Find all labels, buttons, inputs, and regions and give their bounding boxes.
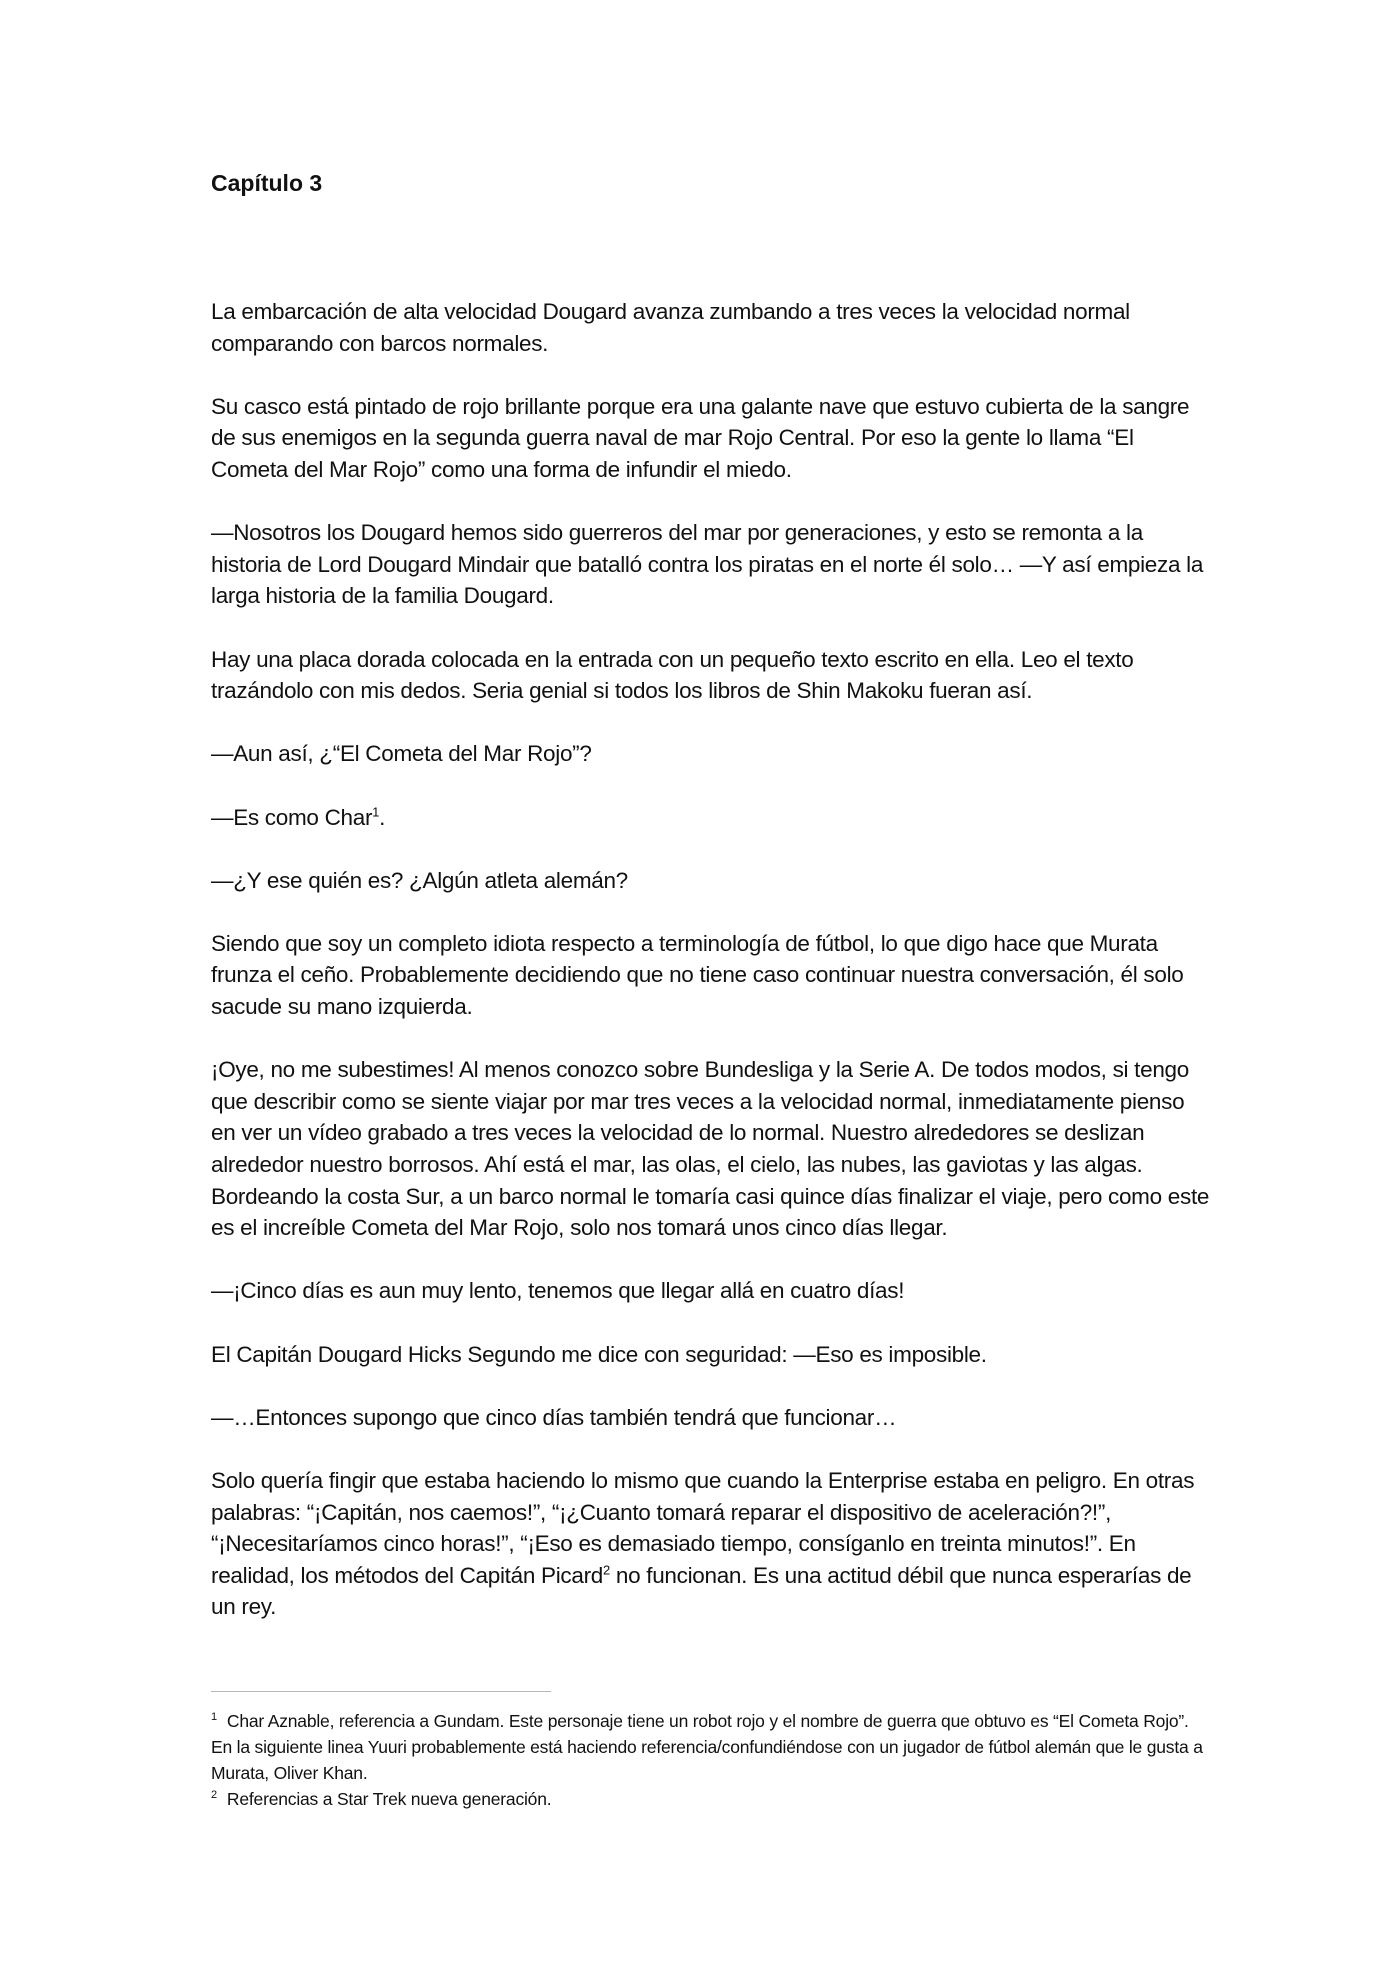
paragraph: La embarcación de alta velocidad Dougard avanza zumbando a tres veces la velocidad normal comparando con barcos normales. [211,299,1130,356]
paragraph: —Aun así, ¿“El Cometa del Mar Rojo”? [211,741,592,767]
footnote-text: Char Aznable, referencia a Gundam. Este personaje tiene un robot rojo y el nombre de guerra que obtuvo es “El Cometa Rojo”. En la siguiente linea Yuuri probablemente está haciendo referencia/confundiéndose con un jugador de fútbol alemán que le gusta a Murata, Oliver Khan. [211,1711,1203,1783]
paragraph: Siendo que soy un completo idiota respecto a terminología de fútbol, lo que digo hace que Murata frunza el ceño. Probablemente decidiendo que no tiene caso continuar nuestra conversación, él solo sacude su mano izquierda. [211,930,1184,1020]
paragraph [211,802,1211,834]
footnote-number: 1 [211,1711,217,1724]
paragraph: —Nosotros los Dougard hemos sido guerreros del mar por generaciones, y esto se remonta a la historia de Lord Dougard Mindair que batalló contra los piratas en el norte él solo… —Y así empieza la larga historia de la familia Dougard. [211,520,1204,609]
paragraph: —…Entonces supongo que cinco días también tendrá que funcionar… [211,1404,897,1430]
footnotes [211,1708,1211,1812]
paragraph: ¡Oye, no me subestimes! Al menos conozco sobre Bundesliga y la Serie A. De todos modos, si tengo que describir como se siente viajar por mar tres veces a la velocidad normal, inmediatamente pienso en ver un vídeo grabado a tres veces la velocidad de lo normal. Nuestro alrededores se deslizan alrededor nuestro borrosos. Ahí está el mar, las olas, el cielo, las nubes, las gaviotas y las algas. Bordeando la costa Sur, a un barco normal le tomaría casi quince días finalizar el viaje, pero como este es el increíble Cometa del Mar Rojo, solo nos tomará unos cinco días llegar. [211,1057,1210,1241]
footnote [211,1786,1211,1812]
paragraph-text: Solo quería fingir que estaba haciendo lo mismo que cuando la Enterprise estaba en peligro. En otras palabras: “¡Capitán, nos caemos!”, “¡¿Cuanto tomará reparar el dispositivo de aceleración?!”, “¡Necesitaríamos cinco horas!”, “¡Eso es demasiado tiempo, consíganlo en treinta minutos!”. En realidad, los métodos del Capitán Picard [211,1467,1195,1588]
paragraph: —¿Y ese quién es? ¿Algún atleta alemán? [211,867,628,893]
footnote-number: 2 [211,1789,217,1802]
paragraph: —¡Cinco días es aun muy lento, tenemos que llegar allá en cuatro días! [211,1278,905,1304]
paragraph: Hay una placa dorada colocada en la entrada con un pequeño texto escrito en ella. Leo el texto trazándolo con mis dedos. Seria genial si todos los libros de Shin Makoku fueran así. [211,646,1134,704]
footnote-divider [211,1691,551,1692]
footnote-ref: 1 [372,804,380,819]
paragraph-text: —Es como Char [211,804,373,830]
footnote-ref: 2 [602,1562,610,1578]
body-text [211,296,1211,1655]
footnote [211,1708,1211,1786]
paragraph: Su casco está pintado de rojo brillante porque era una galante nave que estuvo cubierta de la sangre de sus enemigos en la segunda guerra naval de mar Rojo Central. Por eso la gente lo llama “El Cometa del Mar Rojo” como una forma de infundir el miedo. [211,393,1190,482]
chapter-title: Capítulo 3 [211,170,323,196]
paragraph [211,1465,1211,1623]
paragraph-text: . [379,804,386,830]
paragraph: El Capitán Dougard Hicks Segundo me dice con seguridad: —Eso es imposible. [211,1341,987,1367]
paragraph-text: no funcionan. Es una actitud débil que nunca esperarías de un rey. [211,1562,1192,1620]
footnote-text: Referencias a Star Trek nueva generación. [226,1789,552,1809]
